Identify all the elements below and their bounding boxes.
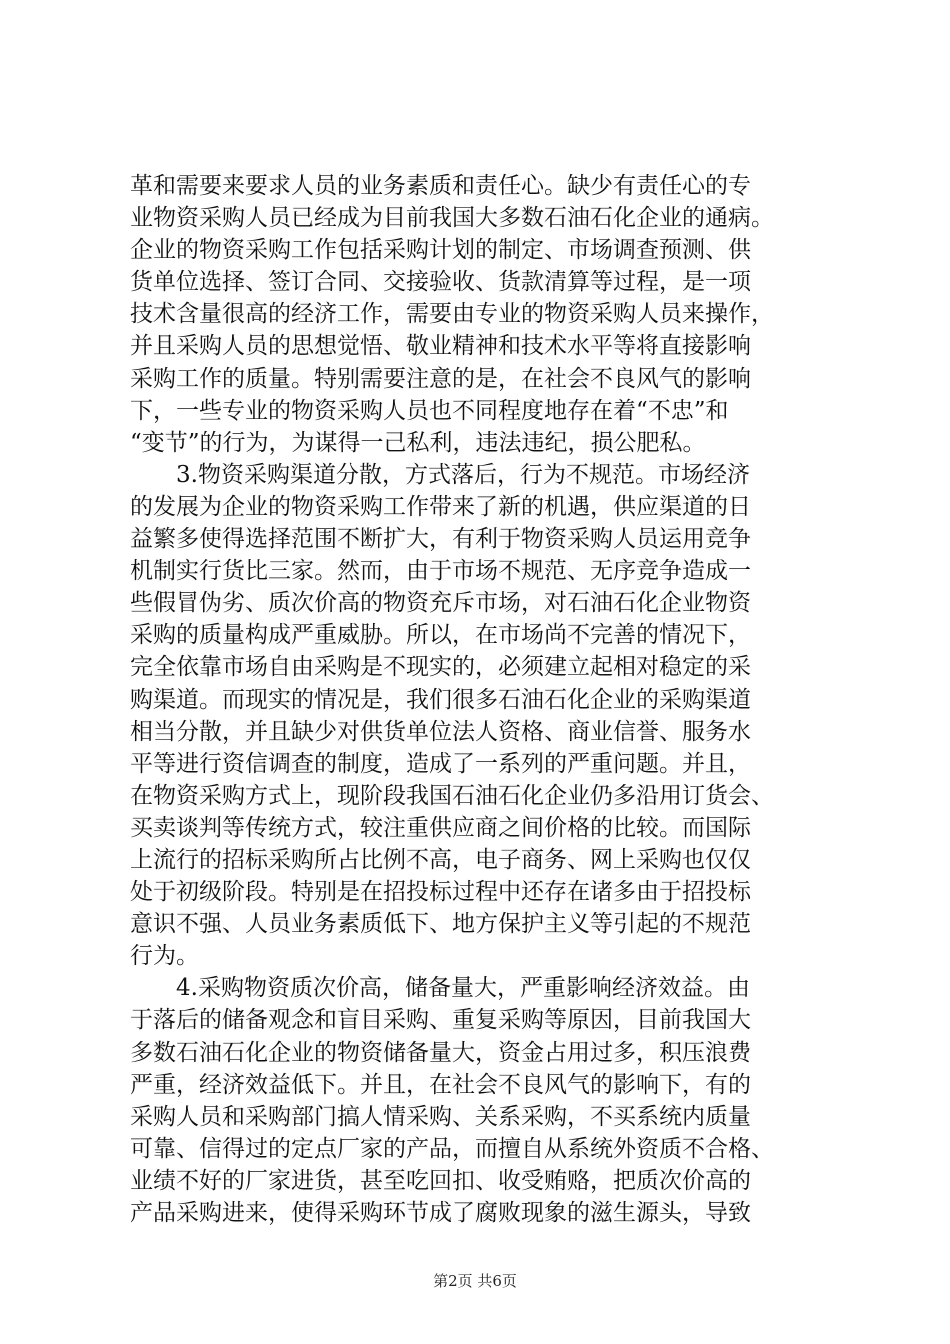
- text-line: 3.物资采购渠道分散，方式落后，行为不规范。市场经济: [176, 461, 750, 488]
- text-line: 购渠道。而现实的情况是，我们很多石油石化企业的采购渠道: [130, 686, 751, 713]
- text-line: 的发展为企业的物资采购工作带来了新的机遇，供应渠道的日: [130, 493, 751, 520]
- text-line: 行为。: [130, 943, 199, 970]
- text-line: 业绩不好的厂家进货，甚至吃回扣、收受贿赂，把质次价高的: [130, 1167, 751, 1194]
- text-line: 些假冒伪劣、质次价高的物资充斥市场，对石油石化企业物资: [130, 590, 751, 617]
- text-line: 益繁多使得选择范围不断扩大，有利于物资采购人员运用竞争: [130, 526, 751, 553]
- body-text: [130, 170, 820, 1229]
- text-line: 意识不强、人员业务素质低下、地方保护主义等引起的不规范: [130, 911, 751, 938]
- text-line: “变节”的行为，为谋得一己私利，违法违纪，损公肥私。: [130, 429, 706, 456]
- text-line: 上流行的招标采购所占比例不高，电子商务、网上采购也仅仅: [130, 846, 751, 873]
- text-line: 下，一些专业的物资采购人员也不同程度地存在着“不忠”和: [130, 397, 729, 424]
- text-line: 机制实行货比三家。然而，由于市场不规范、无序竞争造成一: [130, 558, 751, 585]
- text-line: 采购工作的质量。特别需要注意的是，在社会不良风气的影响: [130, 365, 751, 392]
- page-footer: 第2页 共6页: [433, 1272, 517, 1290]
- text-line: 并且采购人员的思想觉悟、敬业精神和技术水平等将直接影响: [130, 333, 751, 360]
- text-line: 平等进行资信调查的制度，造成了一系列的严重问题。并且，: [130, 750, 751, 777]
- text-line: 业物资采购人员已经成为目前我国大多数石油石化企业的通病。: [130, 205, 774, 232]
- text-line: 4.采购物资质次价高，储备量大，严重影响经济效益。由: [176, 975, 750, 1002]
- text-line: 产品采购进来，使得采购环节成了腐败现象的滋生源头，导致: [130, 1200, 751, 1226]
- text-line: 采购的质量构成严重威胁。所以，在市场尚不完善的情况下，: [130, 622, 751, 649]
- text-line: 技术含量很高的经济工作，需要由专业的物资采购人员来操作，: [130, 301, 774, 328]
- text-line: 企业的物资采购工作包括采购计划的制定、市场调查预测、供: [130, 237, 751, 264]
- text-line: 货单位选择、签订合同、交接验收、货款清算等过程，是一项: [130, 269, 751, 296]
- text-line: 采购人员和采购部门搞人情采购、关系采购，不买系统内质量: [130, 1103, 751, 1130]
- text-line: 于落后的储备观念和盲目采购、重复采购等原因，目前我国大: [130, 1007, 751, 1034]
- text-line: 革和需要来要求人员的业务素质和责任心。缺少有责任心的专: [130, 173, 751, 199]
- text-line: 多数石油石化企业的物资储备量大，资金占用过多，积压浪费: [130, 1039, 751, 1066]
- text-line: 可靠、信得过的定点厂家的产品，而擅自从系统外资质不合格、: [130, 1135, 774, 1162]
- text-line: 严重，经济效益低下。并且，在社会不良风气的影响下，有的: [130, 1071, 751, 1098]
- text-line: 完全依靠市场自由采购是不现实的，必须建立起相对稳定的采: [130, 654, 751, 681]
- text-line: 处于初级阶段。特别是在招投标过程中还存在诸多由于招投标: [130, 879, 751, 906]
- text-line: 在物资采购方式上，现阶段我国石油石化企业仍多沿用订货会、: [130, 782, 774, 809]
- text-line: 买卖谈判等传统方式，较注重供应商之间价格的比较。而国际: [130, 814, 751, 841]
- text-line: 相当分散，并且缺少对供货单位法人资格、商业信誉、服务水: [130, 718, 751, 745]
